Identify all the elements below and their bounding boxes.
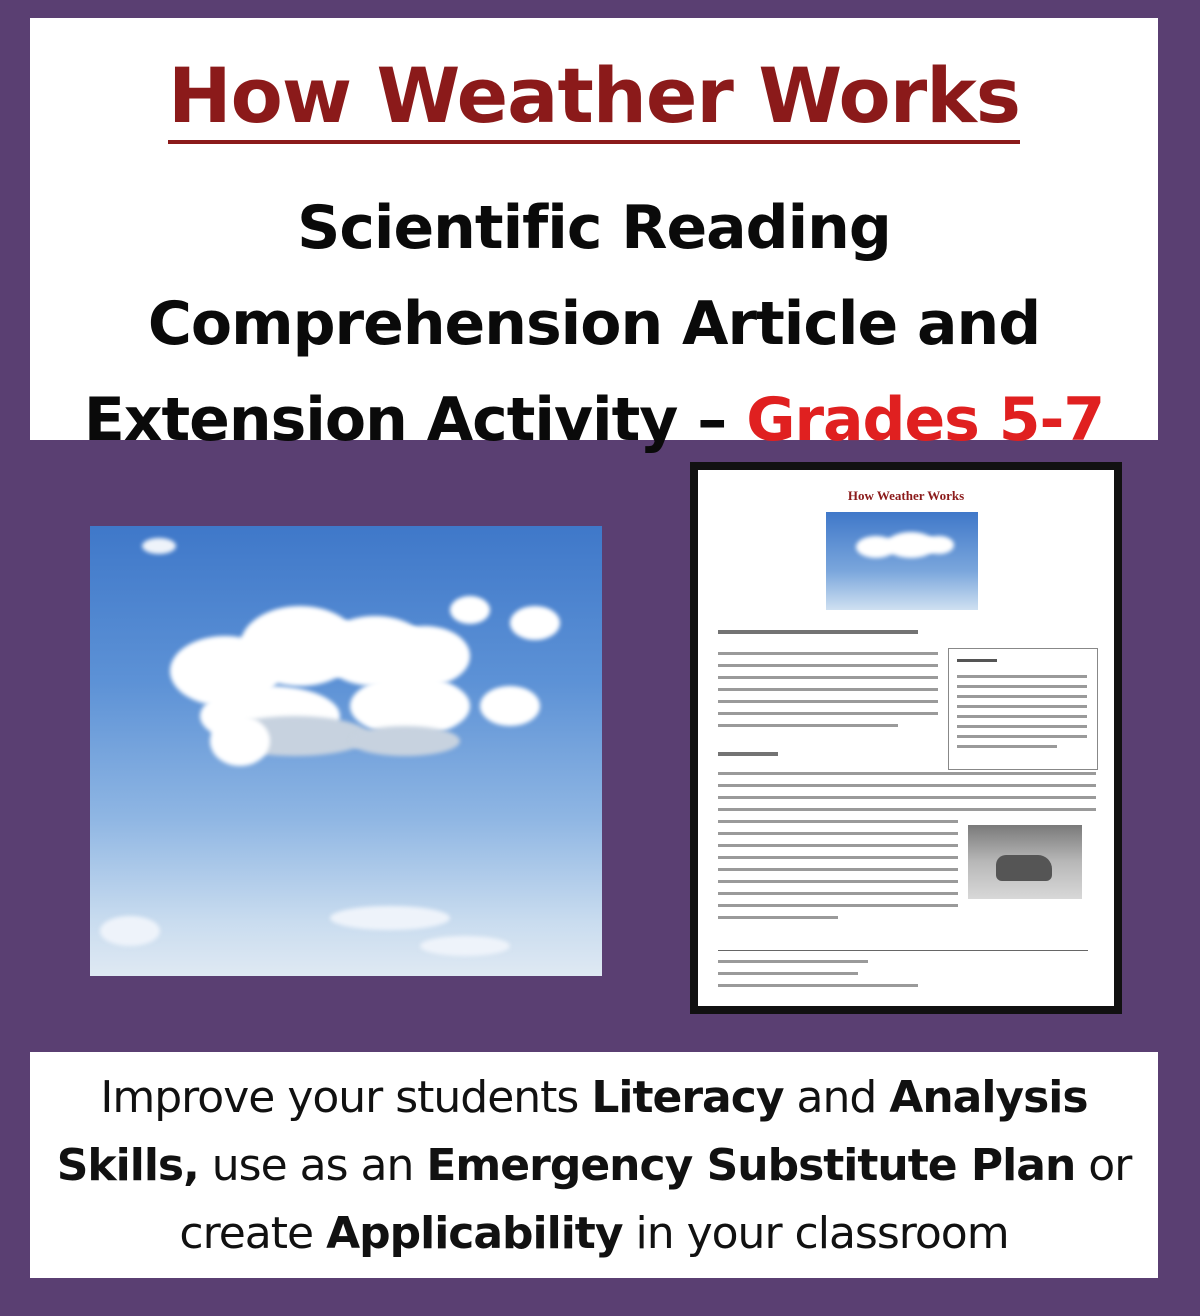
worksheet-heading-1	[718, 630, 918, 634]
worksheet-fun-fact-box	[948, 648, 1098, 770]
subtitle	[30, 180, 1158, 468]
worksheet-cloud-image	[826, 512, 978, 610]
page-title: How Weather Works	[30, 56, 1158, 136]
subtitle-line-2: Comprehension Article and	[147, 289, 1041, 359]
worksheet-title: How Weather Works	[847, 488, 965, 503]
worksheet-page	[698, 470, 1114, 1006]
worksheet-storm-image	[968, 825, 1082, 899]
tagline-panel	[30, 1052, 1158, 1278]
tagline-line-2: Skills, use as an Emergency Substitute Plan or	[56, 1140, 1132, 1191]
subtitle-line-1: Scientific Reading	[297, 193, 891, 263]
subtitle-line-3	[30, 372, 1158, 468]
cloud-sky-photo	[90, 526, 602, 976]
subtitle-line-3-prefix: Extension Activity –	[83, 385, 747, 455]
grade-level: Grades 5-7	[746, 385, 1105, 455]
tagline-line-1: Improve your students Literacy and Analysis	[100, 1072, 1088, 1123]
worksheet-heading-2	[718, 752, 778, 756]
tagline	[30, 1064, 1158, 1268]
worksheet-preview	[690, 462, 1122, 1014]
title-panel	[30, 18, 1158, 455]
tagline-line-3: create Applicability in your classroom	[179, 1208, 1009, 1259]
